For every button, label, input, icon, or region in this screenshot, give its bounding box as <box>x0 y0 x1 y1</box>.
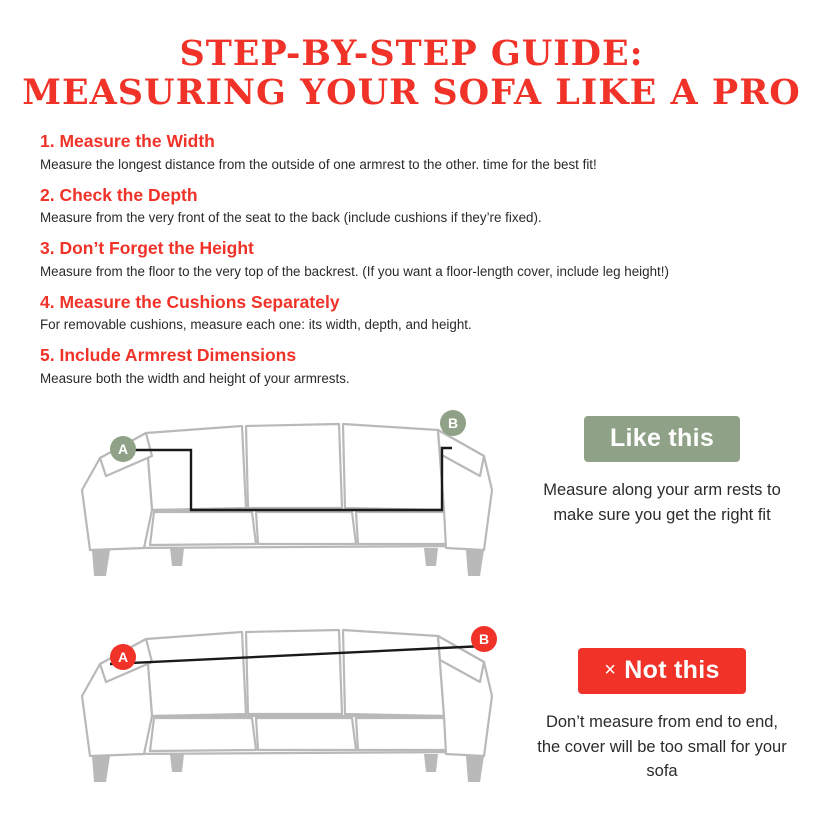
like-this-badge: Like this <box>584 416 740 462</box>
steps-list <box>0 112 823 388</box>
step-body: Measure from the very front of the seat to the back (include cushions if they’re fixed). <box>40 210 542 226</box>
step-body: Measure the longest distance from the outside of one armrest to the other. time for the best fit! <box>40 157 597 172</box>
step-body: Measure from the floor to the very top of the backrest. (If you want a floor-length cover, include leg height!) <box>40 263 669 279</box>
marker-a-correct: A <box>110 436 136 462</box>
step-item <box>40 237 783 281</box>
illustration-area <box>0 398 823 781</box>
step-heading: 4. Measure the Cushions Separately <box>40 291 340 312</box>
page-title <box>0 0 823 112</box>
step-item <box>40 291 783 335</box>
title-line-2: MEASURING YOUR SOFA LIKE A PRO <box>22 72 801 114</box>
marker-b-incorrect: B <box>471 626 497 652</box>
step-heading: 3. Don’t Forget the Height <box>40 238 254 259</box>
marker-a-incorrect: A <box>110 644 136 670</box>
good-example-block <box>537 416 787 528</box>
step-heading: 1. Measure the Width <box>40 131 215 152</box>
not-this-badge <box>578 648 745 694</box>
sofa-diagram-incorrect <box>34 604 524 789</box>
not-this-caption: Don’t measure from end to end, the cover will be too small for your sofa <box>537 712 787 781</box>
sofa-diagrams <box>34 398 524 794</box>
example-captions <box>537 416 787 784</box>
step-heading: 2. Check the Depth <box>40 184 198 205</box>
step-heading: 5. Include Armrest Dimensions <box>40 344 297 365</box>
close-icon: × <box>604 658 617 681</box>
step-body: For removable cushions, measure each one: its width, depth, and height. <box>40 317 472 333</box>
bad-example-block <box>537 648 787 784</box>
not-this-label: Not this <box>624 655 720 684</box>
like-this-caption: Measure along your arm rests to make sure you get the right fit <box>543 481 781 525</box>
step-body: Measure both the width and height of your armrests. <box>40 370 350 386</box>
step-item <box>40 344 783 388</box>
marker-b-correct: B <box>440 410 466 436</box>
step-item <box>40 184 783 228</box>
step-item <box>40 130 783 174</box>
title-line-1: STEP-BY-STEP GUIDE: <box>179 33 644 74</box>
